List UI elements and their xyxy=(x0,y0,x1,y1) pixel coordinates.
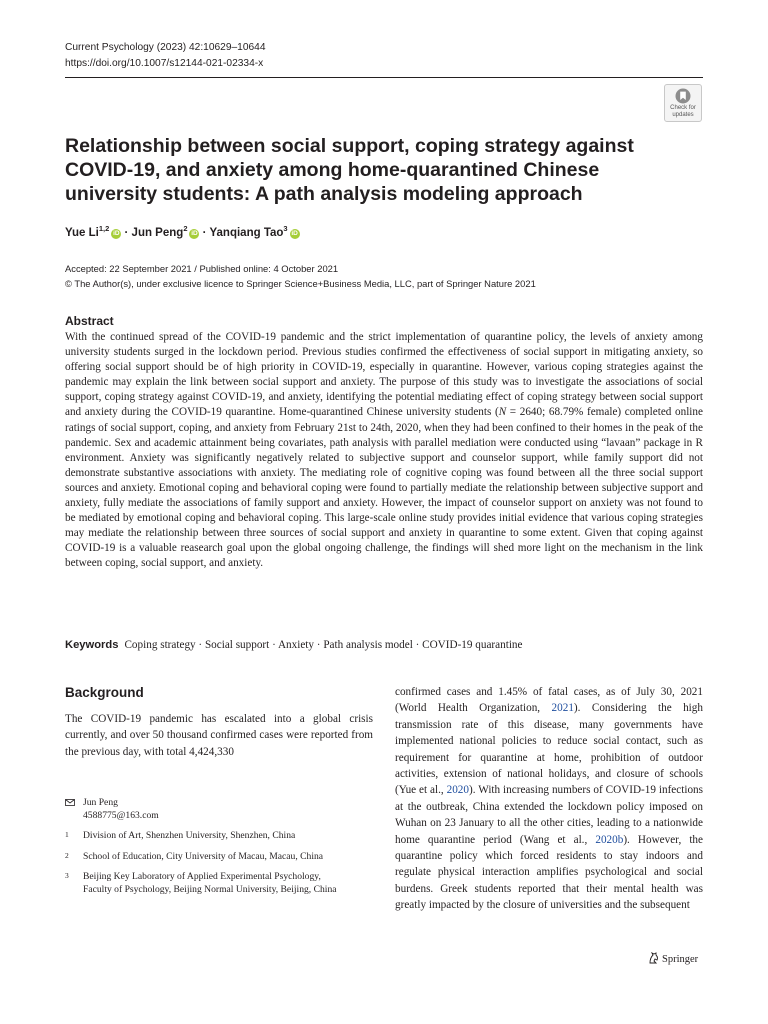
correspondence-email[interactable]: 4588775@163.com xyxy=(83,809,159,821)
background-paragraph: The COVID-19 pandemic has escalated into a global crisis currently, and over 50 thousand confirmed cases were reported from the previous day, with total 4,424,330 xyxy=(65,713,373,758)
envelope-icon xyxy=(65,799,75,806)
author-affiliation-sup: 3 xyxy=(283,224,288,233)
journal-citation: Current Psychology (2023) 42:10629–10644 xyxy=(65,42,266,53)
right-column xyxy=(395,684,703,914)
body-paragraph: confirmed cases and 1.45% of fatal cases, as of July 30, 2021 (World Health Organization, 2021). Considering the high transmission rate of this disease, many governments have implemented national policies to reduce social contact, such as requirement for quarantine at home, prohibition of outdoor activities, extension of national holidays, and closure of schools (Yue et al., 2020). With increasing numbers of COVID-19 infections at the outbreak, China extended the lockdown policy imposed on Wuhan on 23 January to all the other cities, leading to a nationwide home quarantine period (Wang et al., 2020b). However, the quarantine policy which forced residents to stay indoors and regulate physical interaction amplifies psychological and social burdens. Greek students reported that their mental health was greatly impacted by the closure of universities and the subsequent xyxy=(395,686,703,912)
affiliation-text: Beijing Key Laboratory of Applied Experimental Psychology, Faculty of Psychology, Beijing Normal University, Beijing, China xyxy=(83,871,337,895)
affiliation-text: School of Education, City University of Macau, Macau, China xyxy=(83,850,324,862)
affiliation-number: 1 xyxy=(65,830,69,839)
affiliation-number: 3 xyxy=(65,871,69,880)
orcid-icon[interactable]: iD xyxy=(291,229,298,237)
correspondence-name: Jun Peng xyxy=(83,797,118,808)
left-column xyxy=(65,684,373,760)
affiliation-text: Division of Art, Shenzhen University, Shenzhen, China xyxy=(83,830,296,841)
author-separator: · xyxy=(199,226,210,239)
author-name[interactable]: Jun Peng xyxy=(131,226,184,239)
bookmark-icon xyxy=(675,88,691,104)
keywords-text: Coping strategy · Social support · Anxiety · Path analysis model · COVID-19 quarantine xyxy=(124,639,523,651)
copyright-line: © The Author(s), under exclusive licence to Springer Science+Business Media, LLC, part of Springer Nature 2021 xyxy=(65,277,536,289)
correspondence xyxy=(65,797,345,822)
affiliation-1 xyxy=(65,830,345,843)
doi-link[interactable]: https://doi.org/10.1007/s12144-021-02334-x xyxy=(65,58,264,69)
author-separator: · xyxy=(121,226,132,239)
citation-link[interactable]: 2021 xyxy=(551,702,574,715)
springer-horse-icon xyxy=(648,952,659,964)
keywords xyxy=(65,637,523,653)
orcid-icon[interactable]: iD xyxy=(113,229,120,237)
orcid-icon[interactable]: iD xyxy=(191,229,198,237)
abstract-text: With the continued spread of the COVID-19 pandemic and the strict implementation of quarantine policy, the levels of anxiety among university students surged in the lockdown period. Previous studies confirmed the effectiveness of social support in mitigating anxiety, so offering social support should be of high priority in COVID-19, especially in quarantine. However, various coping strategies against the pandemic may explain the link between social support and anxiety. The purpose of this study was to investigate the associations of social support, coping strategy against COVID-19, and anxiety, identifying the potential mediating effect of coping strategy between social support and anxiety during the COVID-19 quarantine. Home-quarantined Chinese university students (N = 2640; 68.79% female) completed online ratings of social support, coping, and anxiety from February 21st to 24th, 2020, when they had been confined to their homes in the peak of the pandemic. Sex and academic attainment being covariates, path analysis with parallel mediation were conducted using “lavaan” package in R environment. Anxiety was significantly negatively related to subjective support and counselor support, while family support did not demonstrate substantive associations with anxiety. The mediating role of cognitive coping was found between all the three social support sources and anxiety. Emotional coping and behavioral coping were found to partially mediate the relationship between subjective support and anxiety, fully mediate the associations of family support and anxiety. However, the impact of counselor support on anxiety was not found to be mediated by emotional coping and behavioral coping. This large-scale online study provides initial evidence that various coping strategies may mediate the relationship between three sources of social support and anxiety in quarantine to some extent. Given that coping against COVID-19 is a valuable reasearch goal upon the global ongoing challenge, the findings will shed more light on the mechanism in the link between coping, social support, and anxiety. xyxy=(65,331,703,570)
article-dates xyxy=(65,262,536,291)
citation-link[interactable]: 2020b xyxy=(595,833,624,846)
check-updates-line2: updates xyxy=(672,111,694,118)
running-head xyxy=(65,40,266,72)
background-heading: Background xyxy=(65,685,144,700)
citation-link[interactable]: 2020 xyxy=(446,784,469,797)
footnotes xyxy=(65,797,345,896)
author-name[interactable]: Yue Li xyxy=(65,226,99,239)
publisher-name: Springer xyxy=(662,954,699,965)
article-title: Relationship between social support, coping strategy against COVID-19, and anxiety among home-quarantined Chinese university students: A path analysis modeling approach xyxy=(65,135,634,205)
author-list xyxy=(65,224,300,239)
affiliation-3 xyxy=(65,871,345,896)
author-affiliation-sup: 2 xyxy=(183,224,188,233)
keywords-label: Keywords xyxy=(65,639,119,651)
header-rule xyxy=(65,77,703,78)
affiliation-number: 2 xyxy=(65,850,69,860)
publisher-logo xyxy=(648,952,698,965)
check-for-updates-badge[interactable] xyxy=(664,84,702,122)
abstract-section xyxy=(65,313,703,572)
author-affiliation-sup: 1,2 xyxy=(98,224,110,233)
check-updates-line1: Check for xyxy=(670,105,696,111)
author-name[interactable]: Yanqiang Tao xyxy=(209,226,284,239)
publication-dates: Accepted: 22 September 2021 / Published online: 4 October 2021 xyxy=(65,263,339,274)
abstract-heading: Abstract xyxy=(65,314,114,328)
affiliation-2 xyxy=(65,851,345,864)
